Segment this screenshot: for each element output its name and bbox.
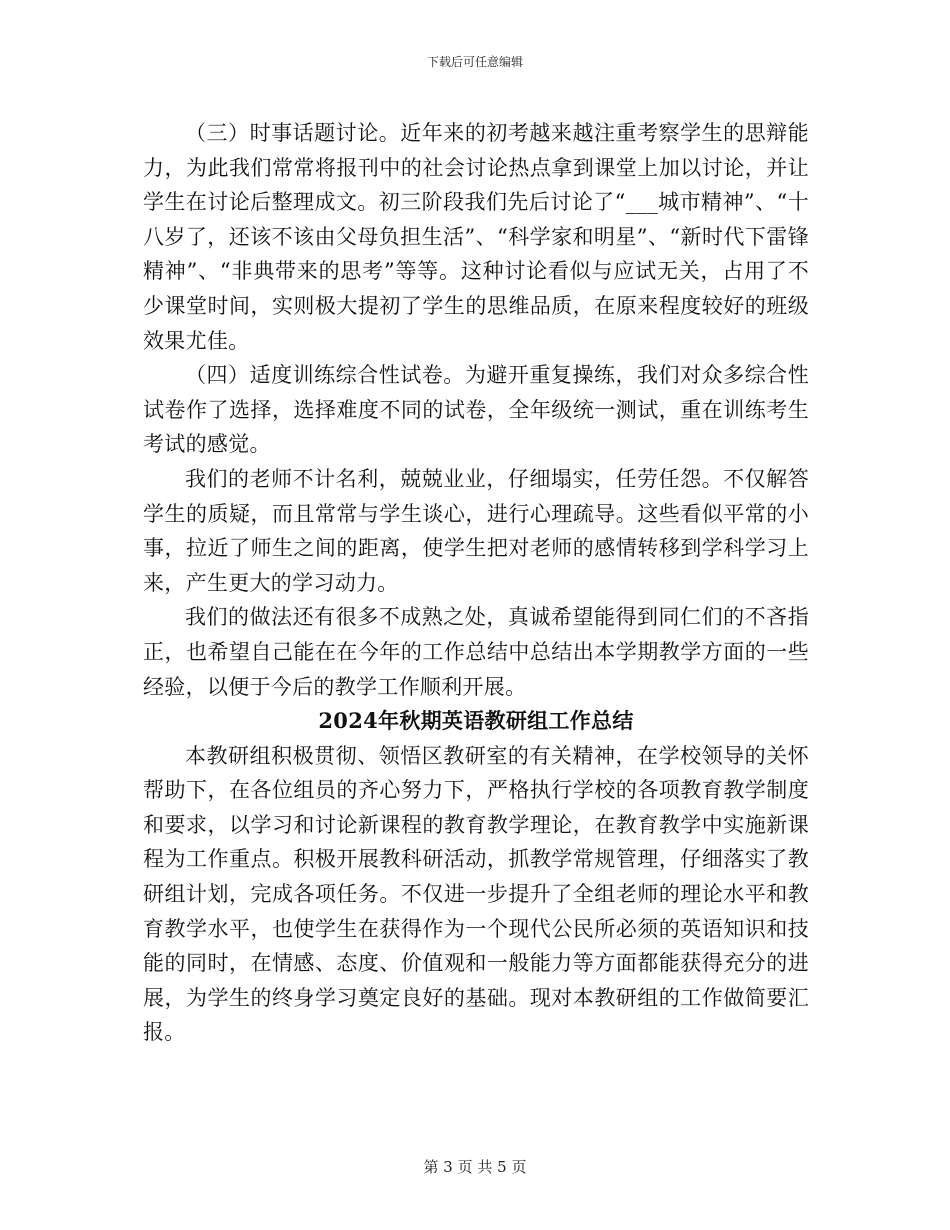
paragraph-teacher-dedication: 我们的老师不计名利，兢兢业业，仔细塌实，任劳任怨。不仅解答学生的质疑，而且常常与学生谈心，进行心理疏导。这些看似平常的小事，拉近了师生之间的距离，使学生把对老师的感情转移到学科学习上来，产生更大的学习动力。	[143, 466, 809, 595]
paragraph-comprehensive-tests: （四）适度训练综合性试卷。为避开重复操练，我们对众多综合性试卷作了选择，选择难度不同的试卷，全年级统一测试，重在训练考生考试的感觉。	[143, 363, 809, 457]
page-footer: 第 3 页 共 5 页	[423, 1158, 527, 1176]
page-header: 下载后可任意编辑	[426, 55, 523, 69]
paragraph-english-group-summary: 本教研组积极贯彻、领悟区教研室的有关精神，在学校领导的关怀帮助下，在各位组员的齐心努力下，严格执行学校的各项教育教学制度和要求，以学习和讨论新课程的教育教学理论，在教育教学中实施新课程为工作重点。积极开展教科研活动，抓教学常规管理，仔细落实了教研组计划，完成各项任务。不仅进一步提升了全组老师的理论水平和教育教学水平，也使学生在获得作为一个现代公民所必须的英语知识和技能的同时，在情感、态度、价值观和一般能力等方面都能获得充分的进展，为学生的终身学习奠定良好的基础。现对本教研组的工作做简要汇报。	[143, 743, 809, 1045]
section-title: 2024年秋期英语教研组工作总结	[318, 708, 634, 734]
paragraph-closing-remarks: 我们的做法还有很多不成熟之处，真诚希望能得到同仁们的不吝指正，也希望自己能在在今年的工作总结中总结出本学期教学方面的一些经验，以便于今后的教学工作顺利开展。	[143, 605, 809, 699]
paragraph-current-events-discussion: （三）时事话题讨论。近年来的初考越来越注重考察学生的思辩能力，为此我们常常将报刊中的社会讨论热点拿到课堂上加以讨论，并让学生在讨论后整理成文。初三阶段我们先后讨论了“___城市精神”、“十八岁了，还该不该由父母负担生活”、“科学家和明星”、“新时代下雷锋精神”、“非典带来的思考”等等。这种讨论看似与应试无关，占用了不少课堂时间，实则极大提初了学生的思维品质，在原来程度较好的班级效果尤佳。	[143, 121, 809, 353]
document-body	[143, 116, 809, 1050]
